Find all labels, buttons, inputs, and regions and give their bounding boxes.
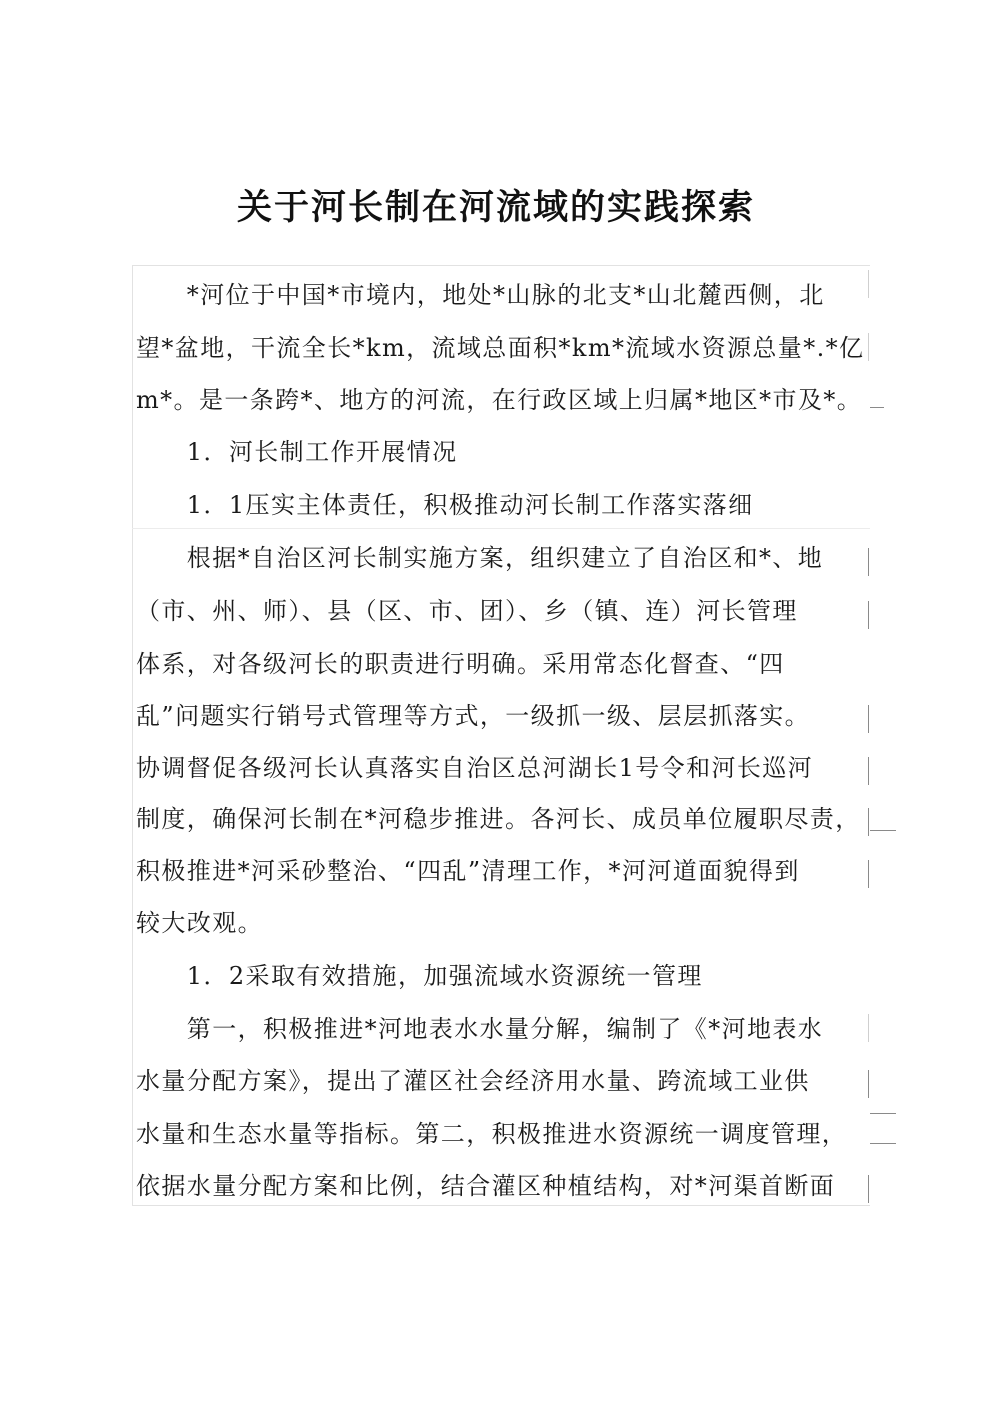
body-line: 积极推进*河采砂整治、“四乱”清理工作，*河河道面貌得到	[136, 857, 800, 885]
line-end-marker	[868, 1070, 869, 1098]
line-end-tick	[870, 830, 896, 831]
line-end-tick	[870, 1143, 896, 1144]
line-end-marker	[868, 270, 869, 298]
body-line: 乱”问题实行销号式管理等方式，一级抓一级、层层抓落实。	[136, 702, 811, 730]
subsection-heading: 1．1压实主体责任，积极推动河长制工作落实落细	[136, 491, 754, 519]
body-line: 协调督促各级河长认真落实自治区总河湖长1号令和河长巡河	[136, 754, 814, 782]
line-end-marker	[868, 548, 869, 576]
line-end-marker	[868, 757, 869, 785]
text-frame-bottom-border	[132, 1205, 870, 1206]
line-end-marker	[868, 1014, 869, 1042]
body-line: 体系，对各级河长的职责进行明确。采用常态化督查、“四	[136, 650, 785, 678]
line-end-marker	[868, 601, 869, 629]
body-line: 制度，确保河长制在*河稳步推进。各河长、成员单位履职尽责，	[136, 805, 861, 833]
body-line: 水量和生态水量等指标。第二，积极推进水资源统一调度管理，	[136, 1120, 848, 1148]
line-end-marker	[868, 705, 869, 733]
text-frame-top-border	[132, 265, 870, 266]
line-end-marker	[868, 333, 869, 361]
line-end-tick	[870, 407, 884, 408]
body-line: 第一，积极推进*河地表水水量分解，编制了《*河地表水	[136, 1015, 824, 1043]
body-line: 依据水量分配方案和比例，结合灌区种植结构，对*河渠首断面	[136, 1172, 836, 1200]
body-line: m*。是一条跨*、地方的河流，在行政区域上归属*地区*市及*。	[136, 386, 863, 414]
document-title: 关于河长制在河流域的实践探索	[236, 188, 755, 228]
subsection-heading: 1．2采取有效措施，加强流域水资源统一管理	[136, 962, 703, 990]
body-line: 较大改观。	[136, 909, 263, 937]
line-end-marker	[868, 860, 869, 888]
line-end-marker	[868, 1175, 869, 1203]
body-line: *河位于中国*市境内，地处*山脉的北支*山北麓西侧，北	[136, 281, 825, 309]
body-line: 根据*自治区河长制实施方案，组织建立了自治区和*、地	[136, 544, 824, 572]
text-frame-divider	[132, 528, 870, 529]
line-end-tick	[870, 1113, 896, 1114]
line-end-marker	[868, 808, 869, 836]
body-line: （市、州、师）、县（区、市、团）、乡（镇、连）河长管理	[136, 597, 798, 625]
section-heading: 1．河长制工作开展情况	[136, 438, 458, 466]
body-line: 望*盆地，干流全长*km，流域总面积*km*流域水资源总量*.*亿	[136, 334, 865, 362]
body-line: 水量分配方案》，提出了灌区社会经济用水量、跨流域工业供	[136, 1067, 810, 1095]
text-frame-left-border	[132, 265, 133, 1205]
